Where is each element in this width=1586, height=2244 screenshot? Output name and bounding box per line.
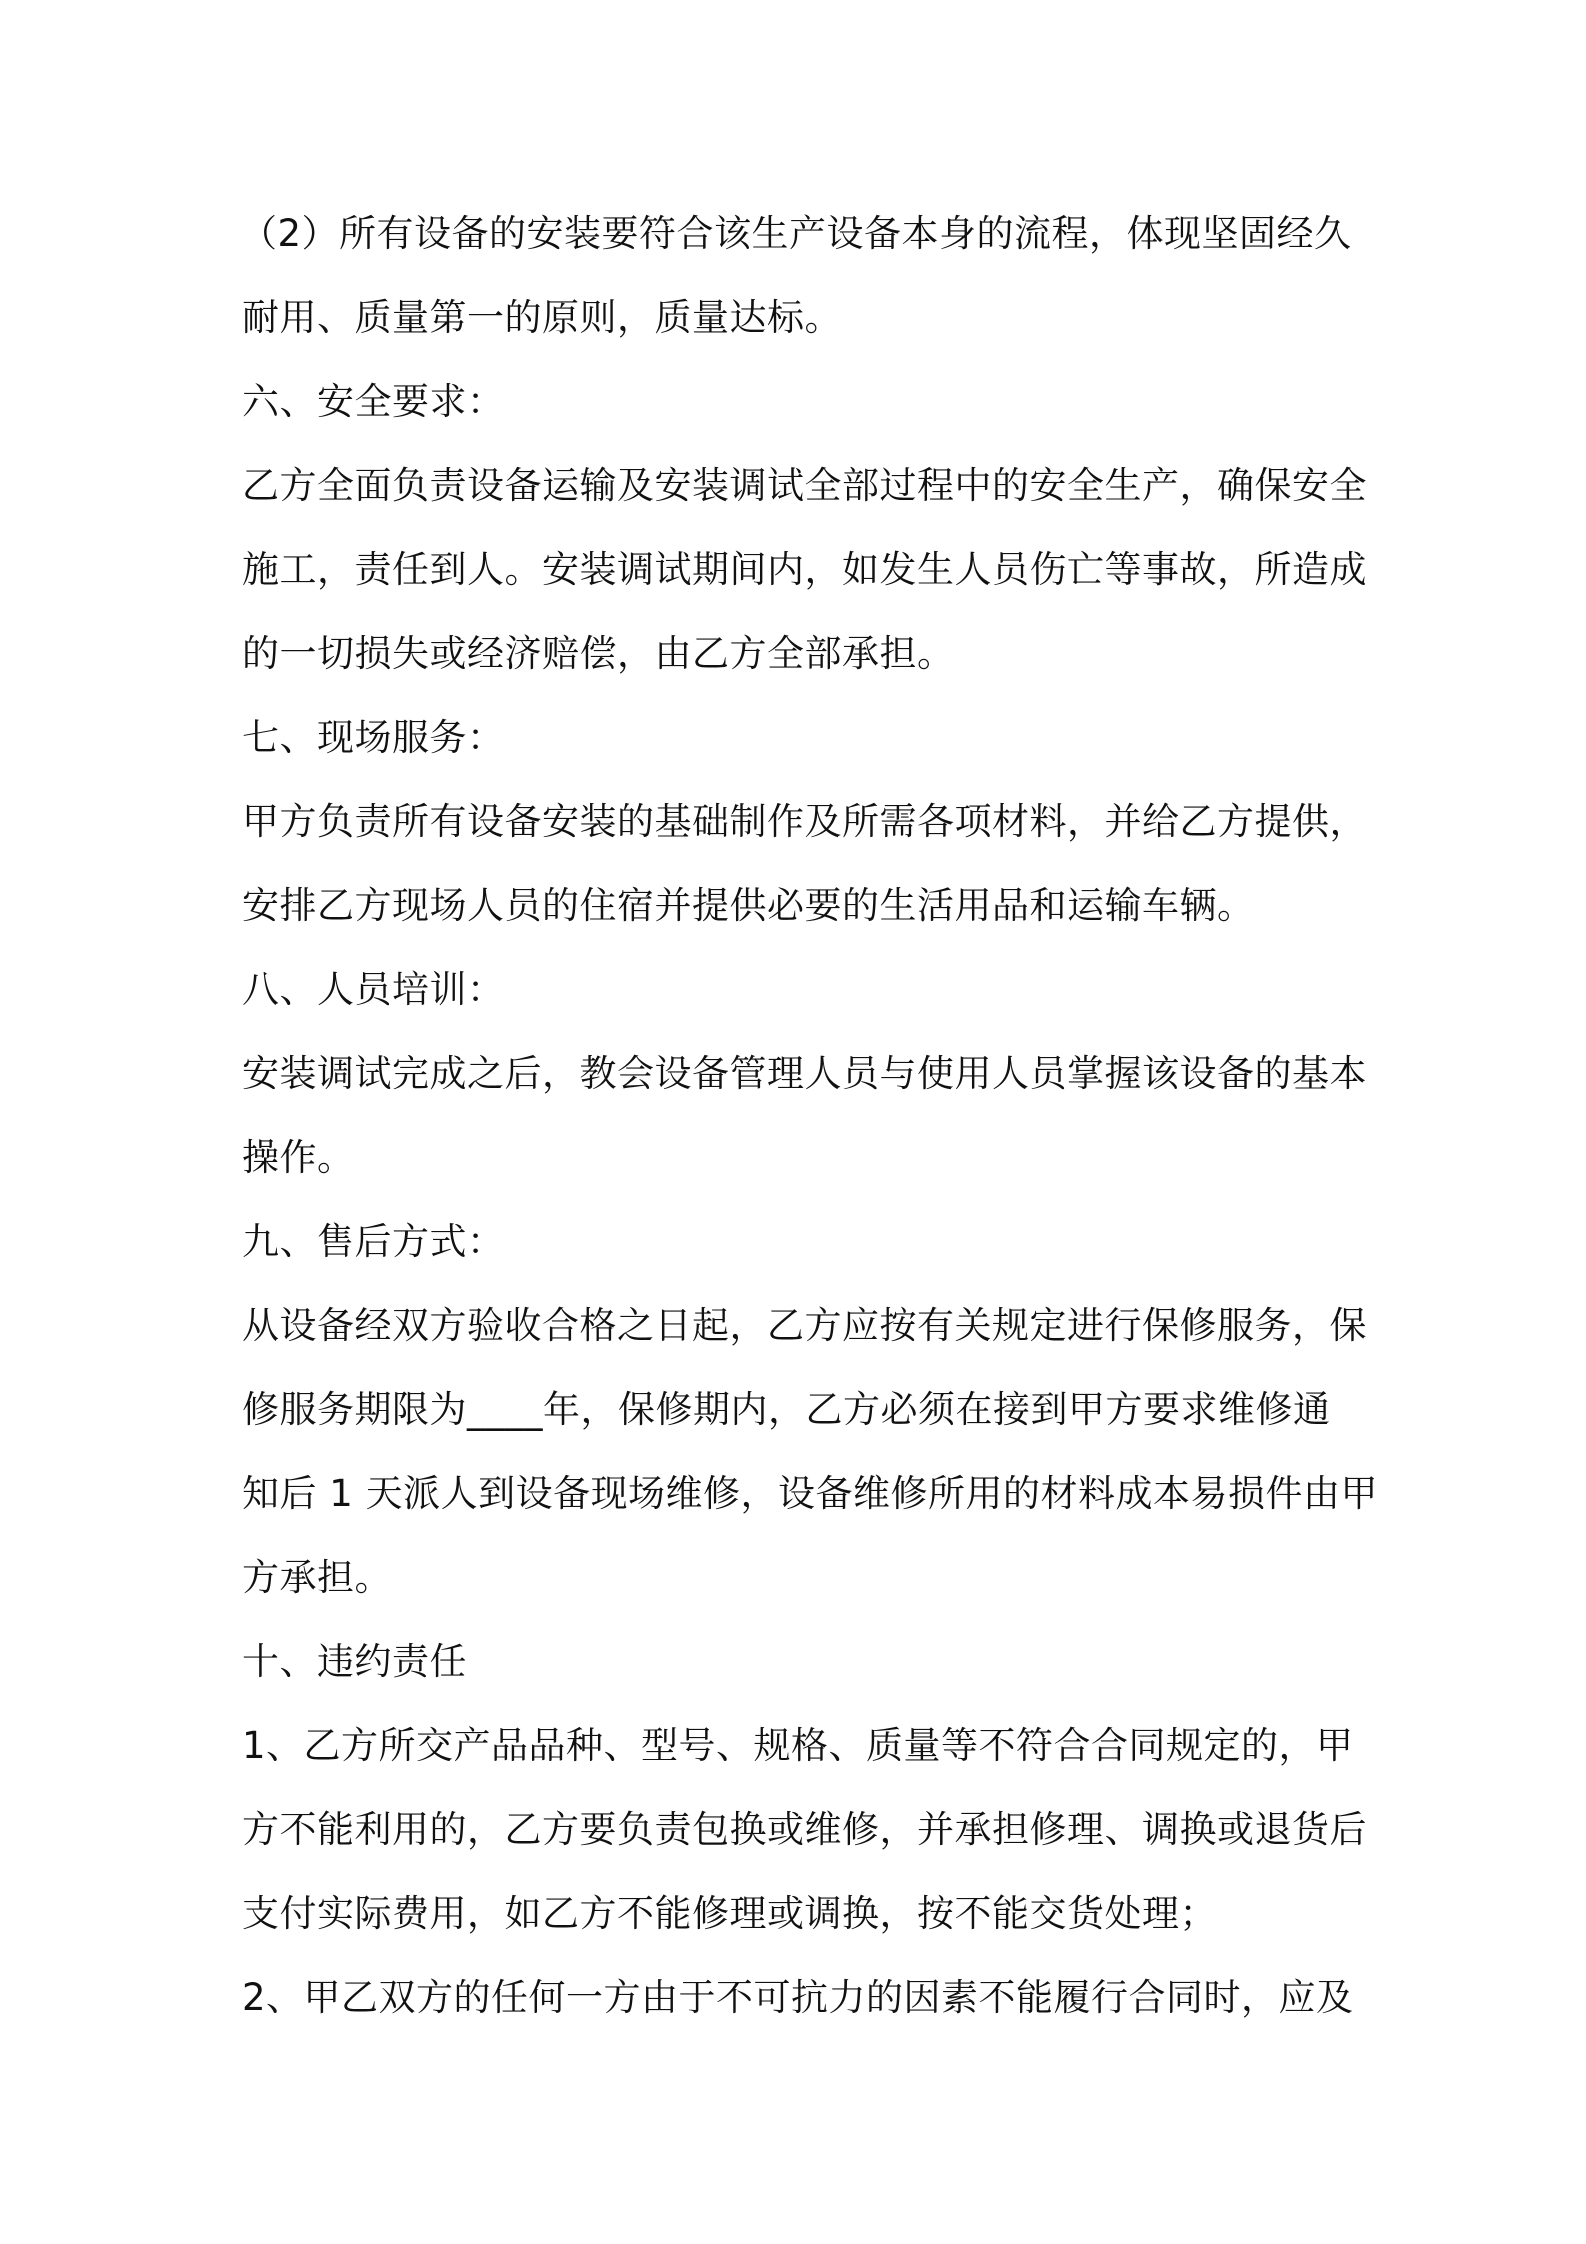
paragraph-line: 支付实际费用，如乙方不能修理或调换，按不能交货处理； — [242, 1892, 1217, 1935]
section-heading-training: 八、人员培训： — [242, 968, 505, 1011]
paragraph-line: （2）所有设备的安装要符合该生产设备本身的流程，体现坚固经久 — [240, 212, 1352, 255]
paragraph-line: 方不能利用的，乙方要负责包换或维修，并承担修理、调换或退货后 — [242, 1808, 1367, 1851]
paragraph-line: 的一切损失或经济赔偿，由乙方全部承担。 — [242, 632, 955, 675]
paragraph-line: 修服务期限为____年，保修期内，乙方必须在接到甲方要求维修通 — [242, 1388, 1331, 1431]
paragraph-line: 施工，责任到人。安装调试期间内，如发生人员伤亡等事故，所造成 — [242, 548, 1367, 591]
section-heading-after-sales: 九、售后方式： — [242, 1220, 505, 1263]
paragraph-line: 甲方负责所有设备安装的基础制作及所需各项材料，并给乙方提供， — [242, 800, 1367, 843]
paragraph-line: 1、乙方所交产品品种、型号、规格、质量等不符合合同规定的，甲 — [242, 1724, 1354, 1767]
paragraph-line: 乙方全面负责设备运输及安装调试全部过程中的安全生产，确保安全 — [242, 464, 1367, 507]
paragraph-line: 从设备经双方验收合格之日起，乙方应按有关规定进行保修服务，保 — [242, 1304, 1367, 1347]
paragraph-line: 耐用、质量第一的原则，质量达标。 — [242, 296, 842, 339]
paragraph-line: 知后 1 天派人到设备现场维修，设备维修所用的材料成本易损件由甲 — [242, 1472, 1379, 1515]
document-body — [240, 192, 1379, 2040]
paragraph-line: 2、甲乙双方的任何一方由于不可抗力的因素不能履行合同时，应及 — [242, 1976, 1354, 2019]
section-heading-safety: 六、安全要求： — [242, 380, 505, 423]
paragraph-line: 安排乙方现场人员的住宿并提供必要的生活用品和运输车辆。 — [242, 884, 1255, 927]
paragraph-line: 方承担。 — [242, 1556, 392, 1599]
section-heading-liability: 十、违约责任 — [242, 1640, 467, 1683]
paragraph-line: 安装调试完成之后，教会设备管理人员与使用人员掌握该设备的基本 — [242, 1052, 1367, 1095]
paragraph-line: 操作。 — [242, 1136, 355, 1179]
section-heading-onsite-service: 七、现场服务： — [242, 716, 505, 759]
